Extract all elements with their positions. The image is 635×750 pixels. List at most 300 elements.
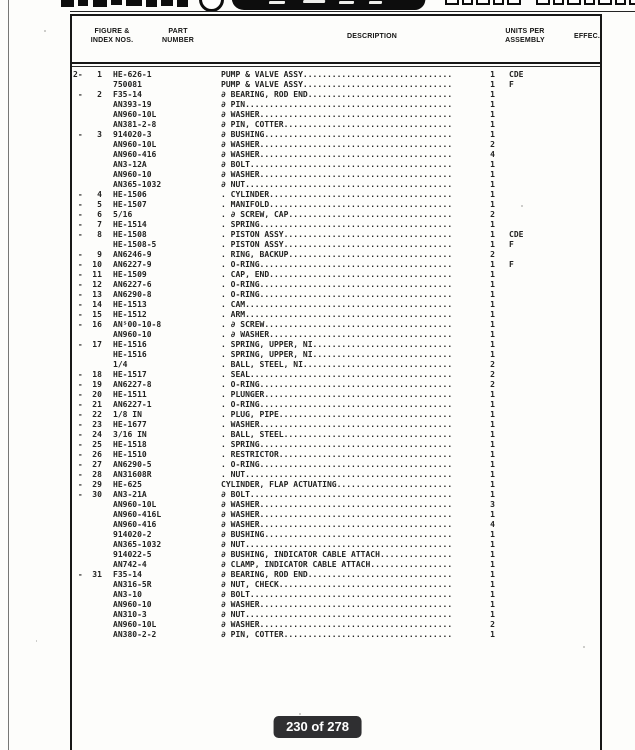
figure-index-cell (73, 560, 113, 570)
table-row (73, 460, 600, 470)
column-header-description: DESCRIPTION (346, 33, 398, 40)
units-per-assembly-cell: 1 (490, 490, 495, 499)
scan-speck (36, 640, 37, 642)
description-cell: ∂ WASHER........................................ (221, 500, 453, 509)
figure-index-cell (73, 120, 113, 130)
table-row (73, 450, 600, 460)
description-cell: . O-RING........................................ (221, 380, 453, 389)
figure-index-cell (73, 600, 113, 610)
description-cell: . PISTON ASSY................................... (221, 230, 453, 239)
description-cell: . PLUG, PIPE.................................... (221, 410, 453, 419)
units-per-assembly-cell: 1 (490, 420, 495, 429)
units-per-assembly-cell: 2 (490, 360, 495, 369)
units-per-assembly-cell: 1 (490, 480, 495, 489)
units-per-assembly-cell: 1 (490, 80, 495, 89)
figure-index-cell: - 17 (73, 340, 102, 349)
part-number-cell: HE-1518 (113, 440, 147, 449)
units-per-assembly-cell: 1 (490, 400, 495, 409)
description-cell: ∂ NUT........................................... (221, 610, 453, 619)
figure-index-cell (73, 170, 113, 180)
units-per-assembly-cell: 1 (490, 580, 495, 589)
units-per-assembly-cell: 1 (490, 200, 495, 209)
units-per-assembly-cell: 1 (490, 310, 495, 319)
description-cell: . MANIFOLD...................................... (221, 200, 453, 209)
table-row (73, 160, 600, 170)
description-cell: . ∂ WASHER...................................... (221, 330, 453, 339)
units-per-assembly-cell: 1 (490, 70, 495, 79)
table-row (73, 540, 600, 550)
column-header-part-line1: PART (168, 28, 188, 35)
part-number-cell: AN393-19 (113, 100, 152, 109)
units-per-assembly-cell: 1 (490, 130, 495, 139)
masthead-wordmark-fragment (146, 0, 157, 7)
part-number-cell: 5/16 (113, 210, 133, 219)
figure-index-cell: - 23 (73, 420, 102, 429)
description-cell: . O-RING........................................ (221, 290, 453, 299)
description-cell: ∂ WASHER........................................ (221, 510, 453, 519)
table-row (73, 70, 600, 80)
masthead-outline-title-fragment (584, 0, 595, 5)
units-per-assembly-cell: 1 (490, 330, 495, 339)
figure-index-cell: - 3 (73, 130, 102, 139)
figure-index-cell: - 27 (73, 460, 102, 469)
units-per-assembly-cell: 1 (490, 340, 495, 349)
figure-index-cell: - 12 (73, 280, 102, 289)
units-per-assembly-cell: 1 (490, 270, 495, 279)
units-per-assembly-cell: 1 (490, 510, 495, 519)
table-row (73, 260, 600, 270)
part-number-cell: HE-1507 (113, 200, 147, 209)
table-row (73, 190, 600, 200)
banner-text-fragment (339, 1, 354, 4)
description-cell: ∂ BOLT.......................................... (221, 160, 453, 169)
units-per-assembly-cell: 1 (490, 280, 495, 289)
masthead-outline-title-fragment (629, 0, 635, 5)
table-row (73, 400, 600, 410)
description-cell: ∂ WASHER........................................ (221, 520, 453, 529)
masthead-outline-title-fragment (598, 0, 612, 5)
figure-index-cell: - 20 (73, 390, 102, 399)
description-cell: PUMP & VALVE ASSY............................... (221, 70, 453, 79)
part-number-cell: HE-1508 (113, 230, 147, 239)
column-header-part-line2: NUMBER (162, 36, 194, 44)
description-cell: ∂ NUT........................................... (221, 180, 453, 189)
effec-cell: F (509, 80, 514, 89)
table-row (73, 380, 600, 390)
description-cell: . SPRING........................................ (221, 220, 453, 229)
part-number-cell: AN960-416 (113, 150, 157, 159)
description-cell: ∂ PIN........................................... (221, 100, 453, 109)
figure-index-cell (73, 140, 113, 150)
banner-text-fragment (269, 1, 285, 4)
description-cell: . SEAL.......................................... (221, 370, 453, 379)
table-row (73, 120, 600, 130)
figure-index-cell: - 22 (73, 410, 102, 419)
masthead-outline-title-fragment (493, 0, 504, 5)
figure-index-cell: - 15 (73, 310, 102, 319)
units-per-assembly-cell: 1 (490, 290, 495, 299)
effec-cell: F (509, 240, 514, 249)
description-cell: ∂ WASHER........................................ (221, 140, 453, 149)
table-row (73, 340, 600, 350)
units-per-assembly-cell: 1 (490, 350, 495, 359)
table-row (73, 530, 600, 540)
units-per-assembly-cell: 1 (490, 170, 495, 179)
figure-index-cell (73, 330, 113, 340)
part-number-cell: AN960-10L (113, 110, 157, 119)
description-cell: . ∂ SCREW....................................... (221, 320, 453, 329)
part-number-cell: HE-1517 (113, 370, 147, 379)
part-number-cell: HE-626-1 (113, 70, 152, 79)
units-per-assembly-cell: 1 (490, 600, 495, 609)
part-number-cell: AN960-10 (113, 170, 152, 179)
column-header-figure-line1: FIGURE & (94, 28, 130, 35)
figure-index-cell: - 25 (73, 440, 102, 449)
scan-speck (521, 205, 523, 207)
part-number-cell: AN6246-9 (113, 250, 152, 259)
part-number-cell: AN742-4 (113, 560, 147, 569)
units-per-assembly-cell: 1 (490, 260, 495, 269)
part-number-cell: 914020-3 (113, 130, 152, 139)
part-number-cell: 1/8 IN (113, 410, 142, 419)
description-cell: . SPRING, UPPER, NI............................. (221, 340, 453, 349)
description-cell: . SPRING, UPPER, NI............................. (221, 350, 453, 359)
units-per-assembly-cell: 1 (490, 180, 495, 189)
description-cell: ∂ PIN, COTTER................................... (221, 630, 453, 639)
part-number-cell: AN380-2-2 (113, 630, 157, 639)
figure-index-cell: - 29 (73, 480, 102, 489)
masthead-series-banner (230, 0, 426, 10)
units-per-assembly-cell: 1 (490, 240, 495, 249)
table-top-rule (70, 11, 635, 12)
table-row (73, 420, 600, 430)
description-cell: PUMP & VALVE ASSY............................... (221, 80, 453, 89)
units-per-assembly-cell: 1 (490, 300, 495, 309)
description-cell: ∂ WASHER........................................ (221, 170, 453, 179)
figure-index-cell: - 7 (73, 220, 102, 229)
description-cell: CYLINDER, FLAP ACTUATING........................ (221, 480, 453, 489)
masthead-outline-title-fragment (615, 0, 626, 5)
header-divider-thin (72, 66, 600, 67)
units-per-assembly-cell: 2 (490, 620, 495, 629)
part-number-cell: AN960-416L (113, 510, 162, 519)
part-number-cell: AN3-10 (113, 590, 142, 599)
masthead-outline-title-fragment (507, 0, 521, 5)
part-number-cell: AN365-1032 (113, 540, 162, 549)
description-cell: . PISTON ASSY................................... (221, 240, 453, 249)
part-number-cell: F35-14 (113, 90, 142, 99)
units-per-assembly-cell: 1 (490, 570, 495, 579)
description-cell: . PLUNGER....................................... (221, 390, 453, 399)
column-header-figure-line2: INDEX NOS. (90, 36, 134, 44)
column-header-figure-index (76, 28, 148, 45)
part-number-cell: HE-1512 (113, 310, 147, 319)
part-number-cell: AN960-10 (113, 330, 152, 339)
figure-index-cell (73, 540, 113, 550)
figure-index-cell (73, 620, 113, 630)
table-row (73, 490, 600, 500)
table-row (73, 250, 600, 260)
figure-index-cell (73, 500, 113, 510)
part-number-cell: AN960-10L (113, 500, 157, 509)
description-cell: ∂ WASHER........................................ (221, 620, 453, 629)
units-per-assembly-cell: 2 (490, 250, 495, 259)
units-per-assembly-cell: 2 (490, 210, 495, 219)
description-cell: ∂ BOLT.......................................... (221, 490, 453, 499)
part-number-cell: HE-1516 (113, 350, 147, 359)
table-row (73, 370, 600, 380)
units-per-assembly-cell: 1 (490, 110, 495, 119)
header-divider (72, 62, 600, 64)
part-number-cell: AN316-5R (113, 580, 152, 589)
description-cell: . NUT........................................... (221, 470, 453, 479)
description-cell: . O-RING........................................ (221, 280, 453, 289)
figure-index-cell (73, 630, 113, 640)
part-number-cell: AN960-10 (113, 600, 152, 609)
description-cell: . ARM........................................... (221, 310, 453, 319)
part-number-cell: HE-1514 (113, 220, 147, 229)
table-row (73, 500, 600, 510)
description-cell: ∂ WASHER........................................ (221, 150, 453, 159)
figure-index-cell: - 9 (73, 250, 102, 259)
table-row (73, 620, 600, 630)
effec-cell: CDE (509, 70, 524, 79)
part-number-cell: AN960-10L (113, 140, 157, 149)
table-row (73, 600, 600, 610)
units-per-assembly-cell: 1 (490, 160, 495, 169)
masthead-outline-title-fragment (476, 0, 490, 5)
figure-index-cell: - 28 (73, 470, 102, 479)
figure-index-cell (73, 150, 113, 160)
table-row (73, 610, 600, 620)
table-row (73, 170, 600, 180)
units-per-assembly-cell: 1 (490, 610, 495, 619)
part-number-cell: AN6227-8 (113, 380, 152, 389)
banner-text-fragment (303, 0, 325, 3)
table-row (73, 630, 600, 640)
description-cell: ∂ NUT........................................... (221, 540, 453, 549)
units-per-assembly-cell: 1 (490, 220, 495, 229)
figure-index-cell: - 24 (73, 430, 102, 439)
table-row (73, 220, 600, 230)
figure-index-cell: 2- 1 (73, 70, 102, 79)
description-cell: . CYLINDER...................................... (221, 190, 453, 199)
part-number-cell: 1/4 (113, 360, 128, 369)
part-number-cell: 3/16 IN (113, 430, 147, 439)
table-row (73, 90, 600, 100)
units-per-assembly-cell: 2 (490, 380, 495, 389)
table-row (73, 130, 600, 140)
effec-cell: CDE (509, 230, 524, 239)
description-cell: ∂ BOLT.......................................... (221, 590, 453, 599)
units-per-assembly-cell: 1 (490, 90, 495, 99)
table-row (73, 350, 600, 360)
description-cell: ∂ BEARING, ROD END.............................. (221, 570, 453, 579)
table-row (73, 300, 600, 310)
masthead-outline-title-fragment (553, 0, 564, 5)
units-per-assembly-cell: 1 (490, 550, 495, 559)
part-number-cell: AN⁵00-10-8 (113, 320, 162, 329)
figure-index-cell: - 10 (73, 260, 102, 269)
units-per-assembly-cell: 1 (490, 450, 495, 459)
masthead-wordmark-fragment (126, 0, 142, 6)
table-row (73, 290, 600, 300)
figure-index-cell (73, 360, 113, 370)
table-row (73, 430, 600, 440)
part-number-cell: HE-625 (113, 480, 142, 489)
column-header-units-line1: UNITS PER (505, 28, 545, 35)
units-per-assembly-cell: 1 (490, 100, 495, 109)
description-cell: . O-RING........................................ (221, 260, 453, 269)
description-cell: . ∂ SCREW, CAP.................................. (221, 210, 453, 219)
units-per-assembly-cell: 1 (490, 190, 495, 199)
figure-index-cell (73, 520, 113, 530)
part-number-cell: AN960-416 (113, 520, 157, 529)
table-row (73, 110, 600, 120)
masthead-wordmark-fragment (177, 0, 188, 7)
part-number-cell: AN310-3 (113, 610, 147, 619)
table-row (73, 580, 600, 590)
description-cell: ∂ BEARING, ROD END.............................. (221, 90, 453, 99)
page-indicator-badge: 230 of 278 (273, 716, 362, 738)
figure-index-cell: - 16 (73, 320, 102, 329)
column-header-part-number (148, 28, 208, 45)
figure-index-cell (73, 80, 113, 90)
figure-index-cell (73, 100, 113, 110)
table-row (73, 240, 600, 250)
description-cell: . BALL, STEEL................................... (221, 430, 453, 439)
description-cell: . CAP, END...................................... (221, 270, 453, 279)
figure-index-cell: - 13 (73, 290, 102, 299)
part-number-cell: HE-1509 (113, 270, 147, 279)
table-row (73, 470, 600, 480)
description-cell: ∂ WASHER........................................ (221, 110, 453, 119)
part-number-cell: AN381-2-8 (113, 120, 157, 129)
table-row (73, 80, 600, 90)
description-cell: . BALL, STEEL, NI............................... (221, 360, 453, 369)
figure-index-cell: - 5 (73, 200, 102, 209)
part-number-cell: AN31608R (113, 470, 152, 479)
units-per-assembly-cell: 1 (490, 120, 495, 129)
effec-cell: F (509, 260, 514, 269)
part-number-cell: AN6227-9 (113, 260, 152, 269)
part-number-cell: HE-1510 (113, 450, 147, 459)
table-row (73, 440, 600, 450)
table-row (73, 510, 600, 520)
figure-index-cell: - 18 (73, 370, 102, 379)
part-number-cell: HE-1677 (113, 420, 147, 429)
scan-edge-line (8, 0, 9, 750)
description-cell: . RESTRICTOR.................................... (221, 450, 453, 459)
units-per-assembly-cell: 1 (490, 590, 495, 599)
units-per-assembly-cell: 1 (490, 630, 495, 639)
figure-index-cell (73, 160, 113, 170)
masthead-wordmark-fragment (78, 0, 88, 6)
part-number-cell: AN365-1032 (113, 180, 162, 189)
part-number-cell: AN6290-8 (113, 290, 152, 299)
description-cell: ∂ PIN, COTTER................................... (221, 120, 453, 129)
table-row (73, 590, 600, 600)
table-row (73, 550, 600, 560)
part-number-cell: HE-1508-5 (113, 240, 157, 249)
units-per-assembly-cell: 1 (490, 390, 495, 399)
column-header-units-per-assembly (490, 28, 560, 45)
part-number-cell: HE-1513 (113, 300, 147, 309)
units-per-assembly-cell: 1 (490, 540, 495, 549)
figure-index-cell (73, 240, 113, 250)
description-cell: . O-RING........................................ (221, 460, 453, 469)
figure-index-cell: - 30 (73, 490, 102, 499)
table-row (73, 140, 600, 150)
part-number-cell: HE-1506 (113, 190, 147, 199)
figure-index-cell: - 31 (73, 570, 102, 579)
masthead-outline-title-fragment (567, 0, 581, 5)
table-row (73, 360, 600, 370)
units-per-assembly-cell: 2 (490, 140, 495, 149)
description-cell: ∂ BUSHING, INDICATOR CABLE ATTACH............... (221, 550, 453, 559)
figure-index-cell: - 21 (73, 400, 102, 409)
table-row (73, 570, 600, 580)
part-number-cell: HE-1511 (113, 390, 147, 399)
units-per-assembly-cell: 1 (490, 530, 495, 539)
description-cell: ∂ CLAMP, INDICATOR CABLE ATTACH................. (221, 560, 453, 569)
table-row (73, 390, 600, 400)
masthead-wordmark-fragment (61, 0, 74, 7)
scan-speck (44, 30, 46, 32)
banner-text-fragment (369, 1, 382, 4)
figure-index-cell (73, 350, 113, 360)
description-cell: ∂ BUSHING....................................... (221, 130, 453, 139)
units-per-assembly-cell: 1 (490, 460, 495, 469)
table-row (73, 100, 600, 110)
masthead-outline-title-fragment (536, 0, 550, 5)
description-cell: ∂ WASHER........................................ (221, 600, 453, 609)
table-row (73, 310, 600, 320)
figure-index-cell: - 11 (73, 270, 102, 279)
units-per-assembly-cell: 3 (490, 500, 495, 509)
masthead-outline-title-fragment (445, 0, 459, 5)
description-cell: . O-RING........................................ (221, 400, 453, 409)
part-number-cell: 914020-2 (113, 530, 152, 539)
part-number-cell: AN3-12A (113, 160, 147, 169)
table-row (73, 410, 600, 420)
parts-table-body (72, 70, 600, 640)
table-row (73, 210, 600, 220)
figure-index-cell: - 14 (73, 300, 102, 309)
figure-index-cell: - 4 (73, 190, 102, 199)
table-row (73, 520, 600, 530)
units-per-assembly-cell: 4 (490, 150, 495, 159)
masthead-wordmark-fragment (93, 0, 107, 7)
description-cell: ∂ BUSHING....................................... (221, 530, 453, 539)
masthead (0, 0, 635, 11)
masthead-wordmark-fragment (161, 0, 173, 6)
figure-index-cell (73, 580, 113, 590)
description-cell: . RING, BACKUP.................................. (221, 250, 453, 259)
figure-index-cell (73, 510, 113, 520)
scan-speck (583, 646, 585, 648)
table-row (73, 150, 600, 160)
units-per-assembly-cell: 1 (490, 320, 495, 329)
figure-index-cell (73, 550, 113, 560)
figure-index-cell (73, 530, 113, 540)
figure-index-cell (73, 610, 113, 620)
units-per-assembly-cell: 1 (490, 470, 495, 479)
figure-index-cell: - 26 (73, 450, 102, 459)
table-row (73, 480, 600, 490)
part-number-cell: F35-14 (113, 570, 142, 579)
parts-table (70, 14, 602, 750)
